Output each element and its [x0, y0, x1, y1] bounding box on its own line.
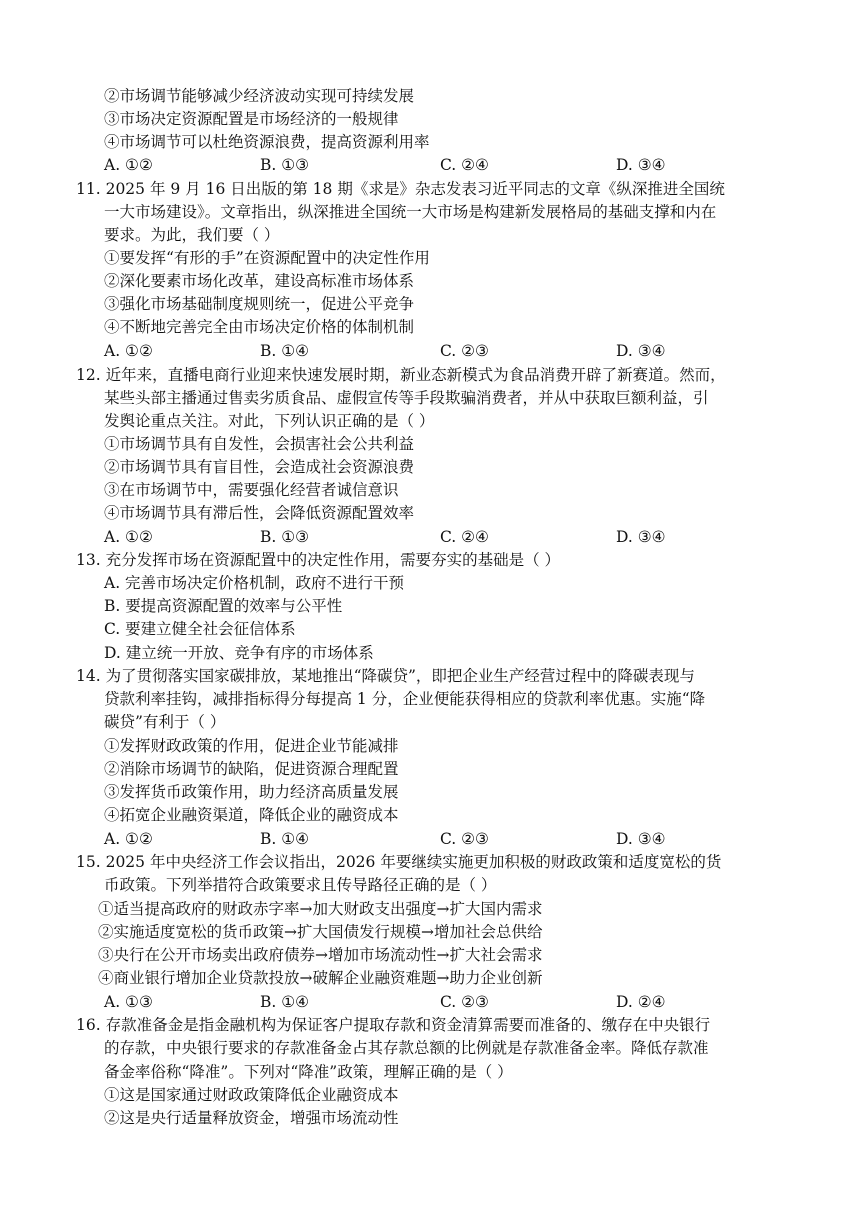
q11-item-2: ②深化要素市场化改革，建设高标准市场体系	[104, 272, 415, 290]
q14-item-4: ④拓宽企业融资渠道，降低企业的融资成本	[104, 806, 399, 824]
q12-stem-line-1: 12. 近年来，直播电商行业迎来快速发展时期，新业态新模式为食品消费开辟了新赛道。然而，	[76, 366, 726, 384]
q14-option-c[interactable]: C. ②③	[440, 830, 489, 848]
q15-item-1: ①适当提高政府的财政赤字率→加大财政支出强度→扩大国内需求	[98, 900, 543, 918]
q10-option-b[interactable]: B. ①③	[260, 156, 310, 174]
q12-option-b[interactable]: B. ①③	[260, 528, 310, 546]
q14-option-a[interactable]: A. ①②	[104, 830, 153, 848]
q13-choice-d[interactable]: D. 建立统一开放、竞争有序的市场体系	[104, 644, 374, 662]
q12-stem-line-2: 某些头部主播通过售卖劣质食品、虚假宣传等手段欺骗消费者，并从中获取巨额利益，引	[104, 389, 709, 407]
q15-item-2: ②实施适度宽松的货币政策→扩大国债发行规模→增加社会总供给	[98, 923, 543, 941]
q12-option-d[interactable]: D. ③④	[616, 528, 666, 546]
q16-stem-line-3: 备金率俗称“降准”。下列对“降准”政策，理解正确的是（ ）	[104, 1063, 513, 1081]
q14-item-1: ①发挥财政政策的作用，促进企业节能减排	[104, 737, 399, 755]
q14-stem-line-1: 14. 为了贯彻落实国家碳排放，某地推出“降碳贷”，即把企业生产经营过程中的降碳表现与	[76, 667, 695, 685]
q16-stem-line-1: 16. 存款准备金是指金融机构为保证客户提取存款和资金清算需要而准备的、缴存在中央银行	[76, 1016, 711, 1034]
q14-stem-line-3: 碳贷”有利于（ ）	[104, 713, 226, 731]
q11-item-1: ①要发挥“有形的手”在资源配置中的决定性作用	[104, 249, 430, 267]
q11-option-d[interactable]: D. ③④	[616, 342, 666, 360]
q15-option-b[interactable]: B. ①④	[260, 993, 310, 1011]
q13-stem-line-1: 13. 充分发挥市场在资源配置中的决定性作用，需要夯实的基础是（ ）	[76, 551, 561, 569]
q16-item-2: ②这是央行适量释放资金，增强市场流动性	[104, 1109, 399, 1127]
q13-choice-a[interactable]: A. 完善市场决定价格机制，政府不进行干预	[104, 574, 405, 592]
q10-option-c[interactable]: C. ②④	[440, 156, 489, 174]
q15-option-c[interactable]: C. ②③	[440, 993, 489, 1011]
q11-option-b[interactable]: B. ①④	[260, 342, 310, 360]
q15-item-4: ④商业银行增加企业贷款投放→破解企业融资难题→助力企业创新	[98, 969, 543, 987]
q15-stem-line-1: 15. 2025 年中央经济工作会议指出，2026 年要继续实施更加积极的财政政策和适度宽松的货	[76, 853, 722, 871]
q12-option-c[interactable]: C. ②④	[440, 528, 489, 546]
q10-option-a[interactable]: A. ①②	[104, 156, 153, 174]
q12-item-1: ①市场调节具有自发性，会损害社会公共利益	[104, 435, 415, 453]
q10-item-4: ④市场调节可以杜绝资源浪费，提高资源利用率	[104, 133, 430, 151]
q11-stem-line-2: 一大市场建设》。文章指出，纵深推进全国统一大市场是构建新发展格局的基础支撑和内在	[104, 203, 717, 221]
q14-item-3: ③发挥货币政策作用，助力经济高质量发展	[104, 783, 399, 801]
q15-option-a[interactable]: A. ①③	[104, 993, 153, 1011]
q13-choice-c[interactable]: C. 要建立健全社会征信体系	[104, 620, 296, 638]
q16-stem-line-2: 的存款，中央银行要求的存款准备金占其存款总额的比例就是存款准备金率。降低存款准	[104, 1039, 709, 1057]
q15-stem-line-2: 币政策。下列举措符合政策要求且传导路径正确的是（ ）	[104, 876, 497, 894]
q11-item-3: ③强化市场基础制度规则统一，促进公平竞争	[104, 295, 415, 313]
q11-stem-line-3: 要求。为此，我们要（ ）	[104, 226, 280, 244]
q12-stem-line-3: 发舆论重点关注。对此，下列认识正确的是（ ）	[104, 412, 435, 430]
q14-option-d[interactable]: D. ③④	[616, 830, 666, 848]
q10-item-2: ②市场调节能够减少经济波动实现可持续发展	[104, 87, 415, 105]
q11-options	[104, 340, 804, 362]
q11-item-4: ④不断地完善完全由市场决定价格的体制机制	[104, 318, 415, 336]
q12-item-3: ③在市场调节中，需要强化经营者诚信意识	[104, 481, 399, 499]
q11-option-c[interactable]: C. ②③	[440, 342, 489, 360]
q12-options	[104, 526, 804, 548]
q16-item-1: ①这是国家通过财政政策降低企业融资成本	[104, 1086, 399, 1104]
q12-option-a[interactable]: A. ①②	[104, 528, 153, 546]
q14-options	[104, 828, 804, 850]
q13-choice-b[interactable]: B. 要提高资源配置的效率与公平性	[104, 597, 343, 615]
q10-option-d[interactable]: D. ③④	[616, 156, 666, 174]
q15-option-d[interactable]: D. ②④	[616, 993, 666, 1011]
q15-item-3: ③央行在公开市场卖出政府债券→增加市场流动性→扩大社会需求	[98, 946, 543, 964]
q11-stem-line-1: 11. 2025 年 9 月 16 日出版的第 18 期《求是》杂志发表习近平同志的文章《纵深推进全国统	[76, 180, 725, 198]
q12-item-2: ②市场调节具有盲目性，会造成社会资源浪费	[104, 458, 415, 476]
q14-item-2: ②消除市场调节的缺陷，促进资源合理配置	[104, 760, 399, 778]
q14-stem-line-2: 贷款利率挂钩，减排指标得分每提高 1 分，企业便能获得相应的贷款利率优惠。实施“降	[104, 690, 706, 708]
q10-options	[104, 154, 804, 176]
q11-option-a[interactable]: A. ①②	[104, 342, 153, 360]
q14-option-b[interactable]: B. ①④	[260, 830, 310, 848]
q12-item-4: ④市场调节具有滞后性，会降低资源配置效率	[104, 504, 415, 522]
q15-options	[104, 991, 804, 1013]
q10-item-3: ③市场决定资源配置是市场经济的一般规律	[104, 110, 399, 128]
